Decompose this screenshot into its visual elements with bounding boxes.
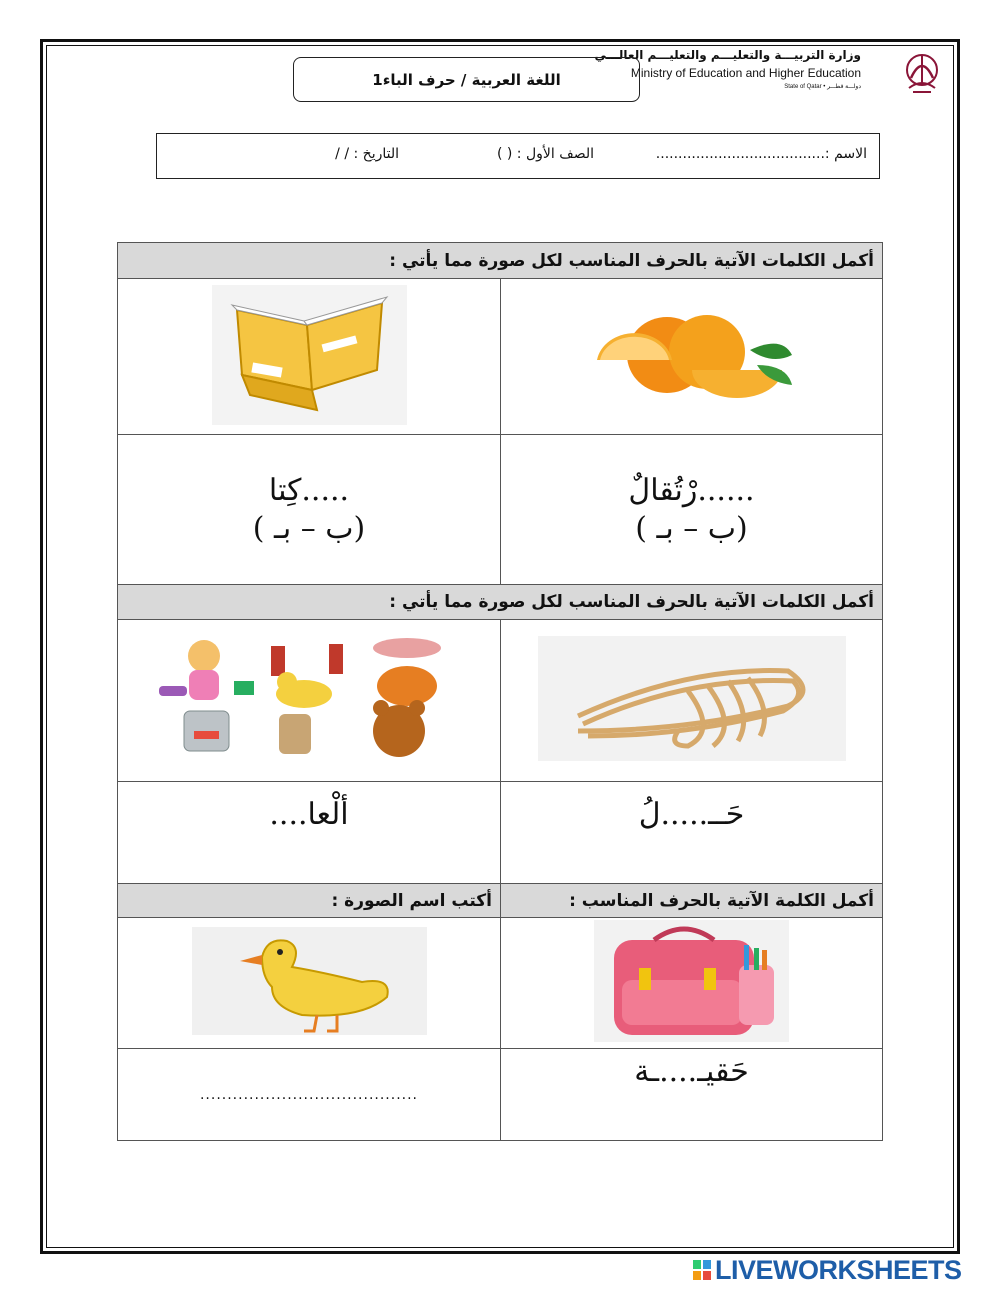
book-word[interactable]: .....كِتا bbox=[268, 473, 350, 508]
exercise-table bbox=[117, 242, 883, 1141]
orange-choices: (ب – بـ ) bbox=[635, 510, 748, 546]
duck-icon bbox=[192, 927, 427, 1035]
toys-word-cell bbox=[118, 782, 501, 884]
book-choices: (ب – بـ ) bbox=[252, 510, 366, 546]
state-of-qatar: State of Qatar • دولـــة قطـــر bbox=[784, 84, 861, 90]
qatar-emblem-icon bbox=[899, 48, 945, 96]
duck-answer-line[interactable]: ........................................ bbox=[199, 1086, 418, 1103]
rope-word-cell bbox=[501, 782, 883, 884]
rope-coil-icon bbox=[538, 636, 846, 761]
grade-field[interactable]: الصف الأول : ( ) bbox=[496, 146, 594, 162]
toys-picture-cell bbox=[118, 620, 501, 782]
toys-word[interactable]: ألْعا.... bbox=[269, 797, 349, 832]
bag-word[interactable]: حَقيـ....ـة bbox=[634, 1054, 749, 1089]
duck-answer-cell bbox=[118, 1049, 501, 1141]
rope-word[interactable]: حَــ.....لُ bbox=[638, 797, 745, 832]
orange-word-cell bbox=[501, 435, 883, 585]
orange-fruit-icon bbox=[582, 310, 802, 400]
ministry-name-en: Ministry of Education and Higher Education bbox=[630, 66, 861, 80]
bag-picture-cell bbox=[501, 918, 883, 1049]
name-field[interactable]: الاسم :...................................... bbox=[655, 146, 867, 162]
brand-grid-icon bbox=[693, 1260, 711, 1280]
bag-word-cell bbox=[501, 1049, 883, 1141]
date-field[interactable]: التاريخ : / / bbox=[335, 146, 399, 162]
section1-instruction: أكمل الكلمات الآتية بالحرف المناسب لكل صورة مما يأتي : bbox=[118, 243, 883, 279]
brand-name: LIVEWORKSHEETS bbox=[715, 1255, 962, 1285]
school-bag-icon bbox=[594, 920, 789, 1042]
worksheet-title: اللغة العربية / حرف الباء1 bbox=[293, 57, 640, 102]
toys-icon bbox=[159, 636, 459, 761]
book-word-cell bbox=[118, 435, 501, 585]
section3-instruction-left: أكتب اسم الصورة : bbox=[118, 884, 501, 918]
orange-picture-cell bbox=[501, 279, 883, 435]
ministry-header bbox=[594, 48, 947, 98]
section2-instruction: أكمل الكلمات الآتية بالحرف المناسب لكل صورة مما يأتي : bbox=[118, 585, 883, 620]
section3-instruction-right: أكمل الكلمة الآتية بالحرف المناسب : bbox=[501, 884, 883, 918]
book-picture-cell bbox=[118, 279, 501, 435]
duck-picture-cell bbox=[118, 918, 501, 1049]
liveworksheets-logo bbox=[693, 1255, 988, 1285]
student-info-box bbox=[156, 133, 880, 179]
open-book-icon bbox=[212, 285, 407, 425]
rope-picture-cell bbox=[501, 620, 883, 782]
ministry-name-ar: وزارة التربيـــة والتعليـــم والتعليـــم العالـــي bbox=[594, 48, 861, 62]
orange-word[interactable]: ......رْتُقالٌ bbox=[628, 473, 755, 508]
